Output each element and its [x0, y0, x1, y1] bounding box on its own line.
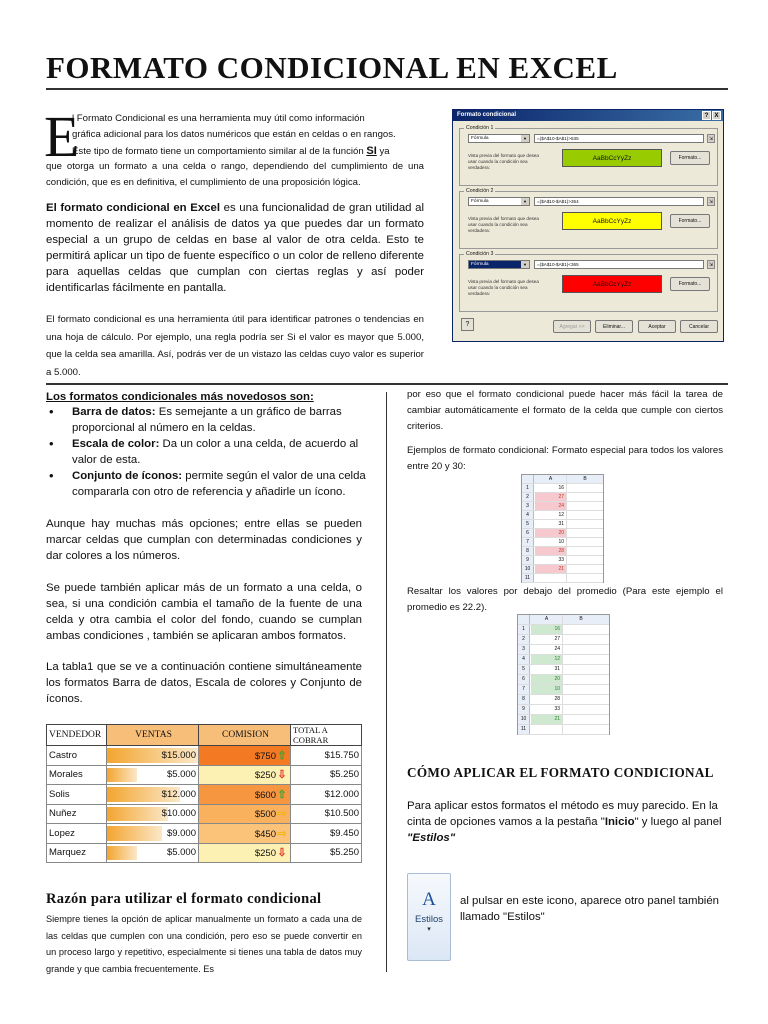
condition-group-3: [459, 251, 718, 312]
intro-line1: l Formato Condicional es una herramienta muy útil como información: [72, 113, 365, 124]
cell-value: 16: [535, 484, 567, 492]
como-title: CÓMO APLICAR EL FORMATO CONDICIONAL: [407, 765, 714, 780]
comision-cell: $450⇨: [199, 824, 291, 844]
arrow-down-icon: ⇩: [277, 847, 287, 860]
cell-value: 27: [535, 493, 567, 501]
row-number: 3: [522, 502, 534, 510]
ventas-cell: $5.000: [107, 765, 199, 785]
condition-label: Condición 2: [466, 188, 494, 194]
total-cell: $15.750: [291, 746, 362, 766]
column-header: A: [535, 475, 567, 483]
ventas-cell: $12.000: [107, 785, 199, 805]
chevron-down-icon: ▼: [521, 198, 529, 205]
sheet-row: [518, 645, 609, 655]
total-cell: $5.250: [291, 843, 362, 863]
cell-value: 33: [531, 705, 563, 714]
comision-cell: $600⇧: [199, 785, 291, 805]
column-header: B: [579, 616, 583, 622]
row-number: 11: [522, 574, 534, 582]
sheet-row: [522, 529, 603, 538]
row-number: 6: [518, 675, 530, 684]
sheet-row: [522, 520, 603, 529]
cell-value: 12: [535, 511, 567, 519]
title-divider: [46, 88, 728, 90]
paragraph-herramienta: El formato condicional es una herramienta útil para identificar patrones o tendencias en una hoja de cálculo. Por ejemplo, una regla podría ser Si el valor es mayor que 5.000, que la celda sea amarilla. Así, podrás ver de un vistazo las celdas cuyo valor es superior a 5.000.: [46, 314, 424, 378]
sales-table: [46, 724, 362, 863]
cell-value: 10: [535, 538, 567, 546]
sheet-row: [518, 685, 609, 695]
chevron-down-icon: ▾: [427, 926, 431, 933]
empty-cell: [568, 538, 602, 546]
intro-line2: gráfica adicional para los datos numéricos que están en celdas o en rangos.: [72, 129, 396, 140]
paragraph-aunque: Aunque hay muchas más opciones; entre ellas se pueden marcar celdas que cumplan con determinadas condiciones y dar colores a los números.: [46, 518, 362, 562]
vendedor-cell: Solis: [47, 785, 107, 805]
row-number: 8: [522, 547, 534, 555]
paragraph-resaltar: Resaltar los valores por debajo del promedio (Para este ejemplo el promedio es 22.2).: [407, 586, 723, 613]
column-header: B: [583, 476, 587, 482]
cell-value: 20: [531, 675, 563, 684]
table-row: [47, 765, 362, 785]
row-number: 10: [522, 565, 534, 573]
table-row: [47, 746, 362, 766]
cell-value: 21: [531, 715, 563, 724]
sheet-entre-20-30: [521, 474, 604, 583]
sheet-row: [518, 695, 609, 705]
empty-cell: [568, 574, 602, 582]
paragraph-tabla: La tabla1 que se ve a continuación contiene simultáneamente los formatos Barra de datos, Escala de colores y Conjunto de íconos.: [46, 661, 362, 705]
ventas-cell: $10.000: [107, 804, 199, 824]
cell-value: 31: [535, 520, 567, 528]
format-preview: AaBbCcYyZz: [562, 275, 662, 293]
header-total: TOTAL A COBRAR: [291, 725, 362, 746]
condition-formula-input[interactable]: =($A$10-$A$1)<365: [534, 260, 704, 269]
sheet-row: [522, 574, 603, 583]
condition-formula-input[interactable]: =($A$10-$A$1)>535: [534, 134, 704, 143]
range-picker-icon[interactable]: ⇲: [708, 136, 714, 142]
section-divider: [46, 383, 728, 385]
empty-cell: [568, 493, 602, 501]
vendedor-cell: Morales: [47, 765, 107, 785]
total-cell: $9.450: [291, 824, 362, 844]
header-ventas: VENTAS: [107, 725, 199, 746]
cell-value: 28: [531, 695, 563, 704]
cell-value: 12: [531, 655, 563, 664]
row-number: 7: [522, 538, 534, 546]
sheet-row: [518, 705, 609, 715]
row-number: 5: [518, 665, 530, 674]
empty-cell: [568, 547, 602, 555]
total-cell: $12.000: [291, 785, 362, 805]
empty-cell: [564, 705, 598, 714]
range-picker-icon[interactable]: ⇲: [708, 199, 714, 205]
preview-description: Vista previa del formato que desea usar cuando la condición sea verdadera:: [468, 279, 539, 296]
header-comision: COMISION: [199, 725, 291, 746]
sheet-bajo-promedio: [517, 614, 610, 735]
cell-value: 24: [531, 645, 563, 654]
empty-cell: [564, 655, 598, 664]
format-preview: AaBbCcYyZz: [562, 149, 662, 167]
ventas-cell: $5.000: [107, 843, 199, 863]
ventas-cell: $15.000: [107, 746, 199, 766]
empty-cell: [564, 715, 598, 724]
bullet-icon: •: [49, 468, 54, 483]
empty-cell: [564, 665, 598, 674]
row-number: 7: [518, 685, 530, 694]
sheet-row: [522, 484, 603, 493]
paragraph-alpulsar: al pulsar en este icono, aparece otro panel también llamado "Estilos": [460, 895, 719, 923]
empty-cell: [564, 635, 598, 644]
row-number: 6: [522, 529, 534, 537]
table-row: [47, 785, 362, 805]
row-number: 4: [518, 655, 530, 664]
cell-value: 20: [535, 529, 567, 537]
novedosos-title: Los formatos condicionales más novedosos son:: [46, 391, 314, 403]
empty-cell: [568, 502, 602, 510]
intro-rest: que otorga un formato a una celda o rango, dependiendo del cumplimiento de una condición, que es en definitiva, el cumplimiento de una proposición lógica.: [46, 161, 424, 188]
sheet-row: [522, 538, 603, 547]
paragraph-poreso: por eso que el formato condicional puede hacer más fácil la tarea de cambiar automáticamente el formato de la celda que cumple con ciertos criterios.: [407, 389, 723, 432]
condition-type-select[interactable]: Fórmula ▼: [468, 197, 530, 206]
empty-cell: [564, 695, 598, 704]
comision-cell: $500⇨: [199, 804, 291, 824]
preview-description: Vista previa del formato que desea usar cuando la condición sea verdadera:: [468, 216, 539, 233]
intro-line3: Este tipo de formato tiene un comportamiento similar al de la función SI ya: [72, 145, 390, 157]
cell-value: [531, 725, 563, 734]
cancel-button[interactable]: Cancelar: [680, 320, 718, 333]
ventas-cell: $9.000: [107, 824, 199, 844]
row-number: 2: [518, 635, 530, 644]
row-number: 5: [522, 520, 534, 528]
row-number: 3: [518, 645, 530, 654]
bullet-icon: •: [49, 436, 54, 451]
row-number: 10: [518, 715, 530, 724]
comision-cell: $250⇩: [199, 765, 291, 785]
empty-cell: [564, 625, 598, 634]
empty-cell: [568, 556, 602, 564]
conditional-format-dialog: [452, 109, 724, 342]
range-picker-icon[interactable]: ⇲: [708, 262, 714, 268]
dialog-titlebar: [453, 110, 723, 121]
page-title: FORMATO CONDICIONAL EN EXCEL: [46, 50, 618, 85]
sheet-header-row: [522, 475, 603, 484]
chevron-down-icon: ▼: [521, 261, 529, 268]
chevron-down-icon: ▼: [521, 135, 529, 142]
paragraph-funcionalidad: El formato condicional en Excel es una funcionalidad de gran utilidad al momento de realizar el análisis de datos ya que puedes dar un formato especial a un grupo de celdas en base al valor de otra celda. Esto te permitirá aplicar un tipo de fuente específico o un color de relleno diferente para aquellas celdas que cumplan con ciertas reglas y así poder identificarlas fácilmente en pantalla.: [46, 202, 424, 294]
sheet-row: [522, 502, 603, 511]
format-button[interactable]: Formato...: [670, 214, 710, 228]
condition-group-1: [459, 125, 718, 186]
bullet-text: Escala de color: Da un color a una celda, de acuerdo al valor de esta.: [72, 438, 359, 466]
styles-icon: A: [422, 889, 436, 910]
empty-cell: [568, 565, 602, 573]
vendedor-cell: Nuñez: [47, 804, 107, 824]
sheet-row: [522, 493, 603, 502]
empty-cell: [564, 675, 598, 684]
close-button[interactable]: X: [712, 111, 721, 120]
corner-cell: [522, 475, 534, 483]
row-number: 11: [518, 725, 530, 734]
arrow-right-icon: ⇨: [277, 827, 287, 840]
condition-label: Condición 3: [466, 251, 494, 257]
row-number: 1: [518, 625, 530, 634]
vendedor-cell: Lopez: [47, 824, 107, 844]
paragraph-como: Para aplicar estos formatos el método es muy parecido. En la cinta de opciones vamos a la pestaña "Inicio" y luego al panel "Estilos": [407, 800, 722, 844]
sheet-row: [518, 625, 609, 635]
paragraph-ejemplos: Ejemplos de formato condicional: Formato especial para todos los valores entre 20 y 30:: [407, 445, 723, 472]
dialog-title: Formato condicional: [457, 112, 517, 118]
row-number: 9: [518, 705, 530, 714]
column-divider: [386, 392, 387, 972]
empty-cell: [564, 645, 598, 654]
total-cell: $10.500: [291, 804, 362, 824]
cell-value: 31: [531, 665, 563, 674]
vendedor-cell: Marquez: [47, 843, 107, 863]
sheet-header-row: [518, 615, 609, 625]
condition-type-select[interactable]: Fórmula ▼: [468, 134, 530, 143]
empty-cell: [564, 725, 598, 734]
paragraph-razon: Siempre tienes la opción de aplicar manualmente un formato a cada una de las celdas que cumplen con una condición, pero eso se puede convertir en un proceso largo y repetitivo, especialmente si tienes una tabla de datos muy grande y que cambia frecuentemente. Es: [46, 914, 362, 974]
cell-value: 33: [535, 556, 567, 564]
razon-title: Razón para utilizar el formato condicional: [46, 891, 322, 907]
sheet-row: [522, 547, 603, 556]
empty-cell: [568, 511, 602, 519]
sheet-row: [518, 675, 609, 685]
condition-group-2: [459, 188, 718, 249]
row-number: 9: [522, 556, 534, 564]
ok-button[interactable]: Aceptar: [638, 320, 676, 333]
preview-description: Vista previa del formato que desea usar cuando la condición sea verdadera:: [468, 153, 539, 170]
estilos-ribbon-button[interactable]: [407, 873, 451, 961]
cell-value: 21: [535, 565, 567, 573]
row-number: 8: [518, 695, 530, 704]
table-row: [47, 824, 362, 844]
sheet-row: [518, 655, 609, 665]
delete-button[interactable]: Eliminar...: [595, 320, 633, 333]
arrow-up-icon: ⇧: [277, 749, 287, 762]
bullet-icon: •: [49, 404, 54, 419]
sheet-row: [518, 725, 609, 735]
empty-cell: [568, 484, 602, 492]
bullet-text: Barra de datos: Es semejante a un gráfico de barras proporcional al número en la celdas.: [72, 406, 342, 434]
condition-type-select[interactable]: Fórmula ▼: [468, 260, 530, 269]
help-button[interactable]: ?: [702, 111, 711, 120]
sheet-row: [518, 715, 609, 725]
row-number: 2: [522, 493, 534, 501]
comision-cell: $250⇩: [199, 843, 291, 863]
format-preview: AaBbCcYyZz: [562, 212, 662, 230]
arrow-right-icon: ⇨: [277, 808, 287, 821]
sheet-row: [522, 511, 603, 520]
cell-value: 27: [531, 635, 563, 644]
dropcap: E: [44, 104, 80, 169]
header-vendedor: VENDEDOR: [47, 725, 107, 746]
cell-value: 16: [531, 625, 563, 634]
cell-value: 24: [535, 502, 567, 510]
help-icon[interactable]: ?: [461, 318, 474, 331]
sheet-row: [522, 556, 603, 565]
total-cell: $5.250: [291, 765, 362, 785]
comision-cell: $750⇧: [199, 746, 291, 766]
sheet-row: [518, 635, 609, 645]
empty-cell: [564, 685, 598, 694]
corner-cell: [518, 615, 530, 624]
row-number: 4: [522, 511, 534, 519]
arrow-down-icon: ⇩: [277, 769, 287, 782]
empty-cell: [568, 520, 602, 528]
condition-formula-input[interactable]: =($A$10-$A$1)>364: [534, 197, 704, 206]
sheet-row: [518, 665, 609, 675]
bullet-text: Conjunto de íconos: permite según el valor de una celda compararla con otro de referencia y añadirle un ícono.: [72, 470, 366, 498]
cell-value: 28: [535, 547, 567, 555]
format-button[interactable]: Formato...: [670, 277, 710, 291]
estilos-label: Estilos: [415, 914, 443, 925]
condition-label: Condición 1: [466, 125, 494, 131]
arrow-up-icon: ⇧: [277, 788, 287, 801]
table-row: [47, 843, 362, 863]
row-number: 1: [522, 484, 534, 492]
table-row: [47, 804, 362, 824]
vendedor-cell: Castro: [47, 746, 107, 766]
cell-value: [535, 574, 567, 582]
column-header: A: [531, 615, 563, 624]
sheet-row: [522, 565, 603, 574]
paragraph-sepuede: Se puede también aplicar más de un formato a una celda, o sea, si una condición cambia el tamaño de la fuente de una celda y otra cambia el color del fondo, cuando se cumplan ambas condiciones , también se aplicaran ambos formatos.: [46, 582, 362, 642]
cell-value: 10: [531, 685, 563, 694]
empty-cell: [568, 529, 602, 537]
format-button[interactable]: Formato...: [670, 151, 710, 165]
add-button[interactable]: Agregar >>: [553, 320, 591, 333]
